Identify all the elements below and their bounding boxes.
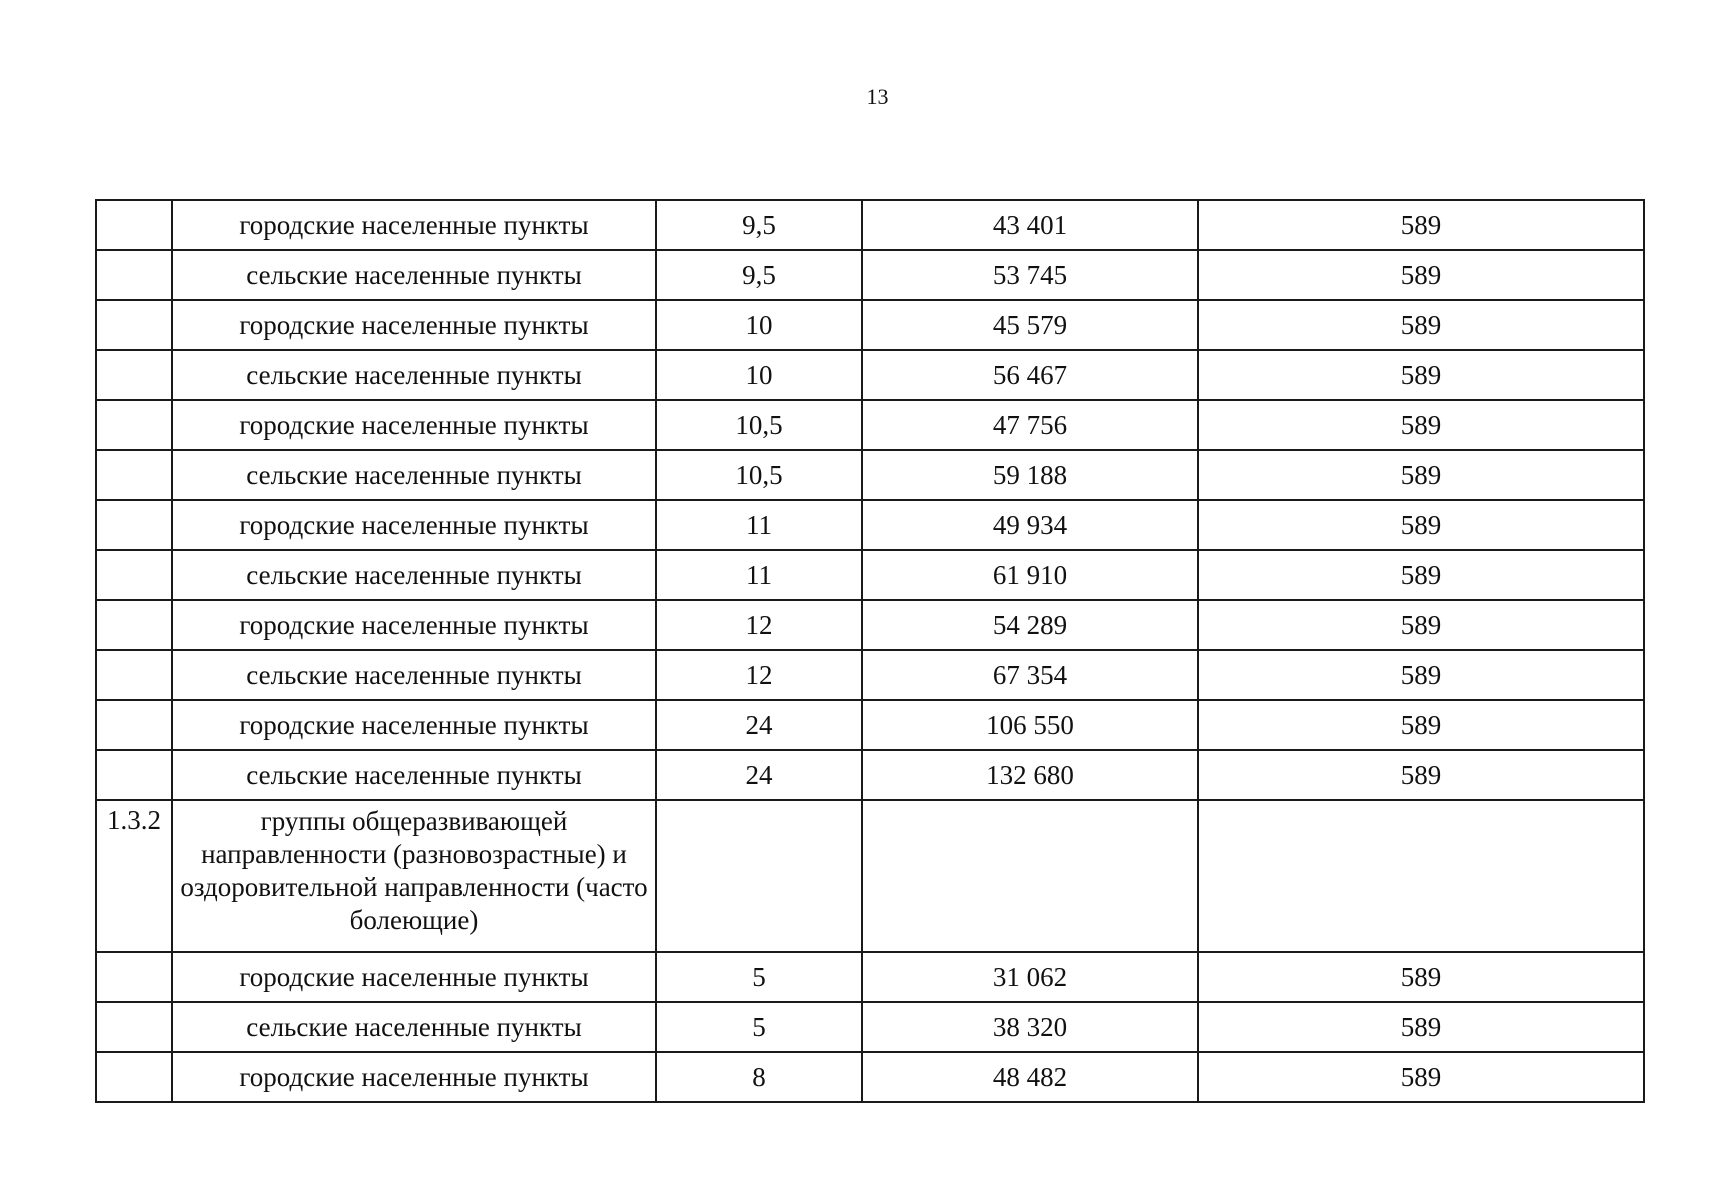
row-number-cell: [96, 700, 172, 750]
extra-cost-cell: 589: [1198, 700, 1644, 750]
extra-cost-cell: 589: [1198, 1052, 1644, 1102]
settlement-type-cell: сельские населенные пункты: [172, 750, 656, 800]
settlement-type-cell: городские населенные пункты: [172, 400, 656, 450]
section-title-cell: группы общеразвивающей направленности (разновозрастные) и оздоровительной направленности (часто болеющие): [172, 800, 656, 952]
table-row: [96, 550, 1644, 600]
cost-cell: 38 320: [862, 1002, 1198, 1052]
row-number-cell: [96, 600, 172, 650]
row-number-cell: [96, 400, 172, 450]
cost-cell: 53 745: [862, 250, 1198, 300]
row-number-cell: [96, 750, 172, 800]
cost-cell: 56 467: [862, 350, 1198, 400]
table-row: [96, 700, 1644, 750]
row-number-cell: [96, 450, 172, 500]
extra-cost-cell: 589: [1198, 1002, 1644, 1052]
row-number-cell: [96, 1002, 172, 1052]
settlement-type-cell: сельские населенные пункты: [172, 250, 656, 300]
hours-cell: 9,5: [656, 200, 862, 250]
table-row: [96, 1052, 1644, 1102]
row-number-cell: [96, 550, 172, 600]
cost-cell: 61 910: [862, 550, 1198, 600]
row-number-cell: [96, 1052, 172, 1102]
hours-cell: 5: [656, 952, 862, 1002]
extra-cost-cell: 589: [1198, 500, 1644, 550]
cost-cell: 132 680: [862, 750, 1198, 800]
row-number-cell: [96, 350, 172, 400]
table-row: [96, 200, 1644, 250]
settlement-type-cell: сельские населенные пункты: [172, 650, 656, 700]
section-row: [96, 800, 1644, 952]
hours-cell: 24: [656, 700, 862, 750]
table-row: [96, 500, 1644, 550]
extra-cost-cell: 589: [1198, 650, 1644, 700]
settlement-type-cell: городские населенные пункты: [172, 1052, 656, 1102]
extra-cost-cell: 589: [1198, 750, 1644, 800]
hours-cell: 12: [656, 600, 862, 650]
settlement-type-cell: сельские населенные пункты: [172, 450, 656, 500]
extra-cost-cell: 589: [1198, 952, 1644, 1002]
extra-cost-cell: 589: [1198, 350, 1644, 400]
empty-cell: [1198, 800, 1644, 952]
empty-cell: [862, 800, 1198, 952]
cost-cell: 106 550: [862, 700, 1198, 750]
table-body: [96, 200, 1644, 1102]
extra-cost-cell: 589: [1198, 450, 1644, 500]
settlement-type-cell: сельские населенные пункты: [172, 1002, 656, 1052]
cost-cell: 54 289: [862, 600, 1198, 650]
hours-cell: 24: [656, 750, 862, 800]
row-number-cell: [96, 300, 172, 350]
cost-table: [95, 199, 1645, 1103]
settlement-type-cell: городские населенные пункты: [172, 700, 656, 750]
table-row: [96, 350, 1644, 400]
extra-cost-cell: 589: [1198, 600, 1644, 650]
cost-cell: 47 756: [862, 400, 1198, 450]
row-number-cell: [96, 200, 172, 250]
cost-cell: 59 188: [862, 450, 1198, 500]
hours-cell: 9,5: [656, 250, 862, 300]
table-row: [96, 300, 1644, 350]
extra-cost-cell: 589: [1198, 300, 1644, 350]
hours-cell: 10: [656, 350, 862, 400]
extra-cost-cell: 589: [1198, 550, 1644, 600]
cost-cell: 43 401: [862, 200, 1198, 250]
settlement-type-cell: сельские населенные пункты: [172, 350, 656, 400]
settlement-type-cell: городские населенные пункты: [172, 200, 656, 250]
table-row: [96, 400, 1644, 450]
table-row: [96, 250, 1644, 300]
cost-cell: 49 934: [862, 500, 1198, 550]
table-row: [96, 1002, 1644, 1052]
extra-cost-cell: 589: [1198, 250, 1644, 300]
table-row: [96, 600, 1644, 650]
row-number-cell: [96, 952, 172, 1002]
settlement-type-cell: городские населенные пункты: [172, 500, 656, 550]
cost-cell: 48 482: [862, 1052, 1198, 1102]
hours-cell: 10: [656, 300, 862, 350]
hours-cell: 5: [656, 1002, 862, 1052]
cost-cell: 67 354: [862, 650, 1198, 700]
cost-cell: 31 062: [862, 952, 1198, 1002]
table-row: [96, 450, 1644, 500]
settlement-type-cell: городские населенные пункты: [172, 300, 656, 350]
extra-cost-cell: 589: [1198, 400, 1644, 450]
table-row: [96, 650, 1644, 700]
row-number-cell: [96, 500, 172, 550]
page-number: 13: [866, 84, 889, 109]
hours-cell: 11: [656, 550, 862, 600]
hours-cell: 11: [656, 500, 862, 550]
table-row: [96, 952, 1644, 1002]
settlement-type-cell: сельские населенные пункты: [172, 550, 656, 600]
section-number-cell: 1.3.2: [96, 800, 172, 952]
cost-cell: 45 579: [862, 300, 1198, 350]
row-number-cell: [96, 650, 172, 700]
settlement-type-cell: городские населенные пункты: [172, 952, 656, 1002]
hours-cell: 10,5: [656, 400, 862, 450]
extra-cost-cell: 589: [1198, 200, 1644, 250]
hours-cell: 12: [656, 650, 862, 700]
hours-cell: 10,5: [656, 450, 862, 500]
settlement-type-cell: городские населенные пункты: [172, 600, 656, 650]
row-number-cell: [96, 250, 172, 300]
hours-cell: 8: [656, 1052, 862, 1102]
empty-cell: [656, 800, 862, 952]
table-row: [96, 750, 1644, 800]
